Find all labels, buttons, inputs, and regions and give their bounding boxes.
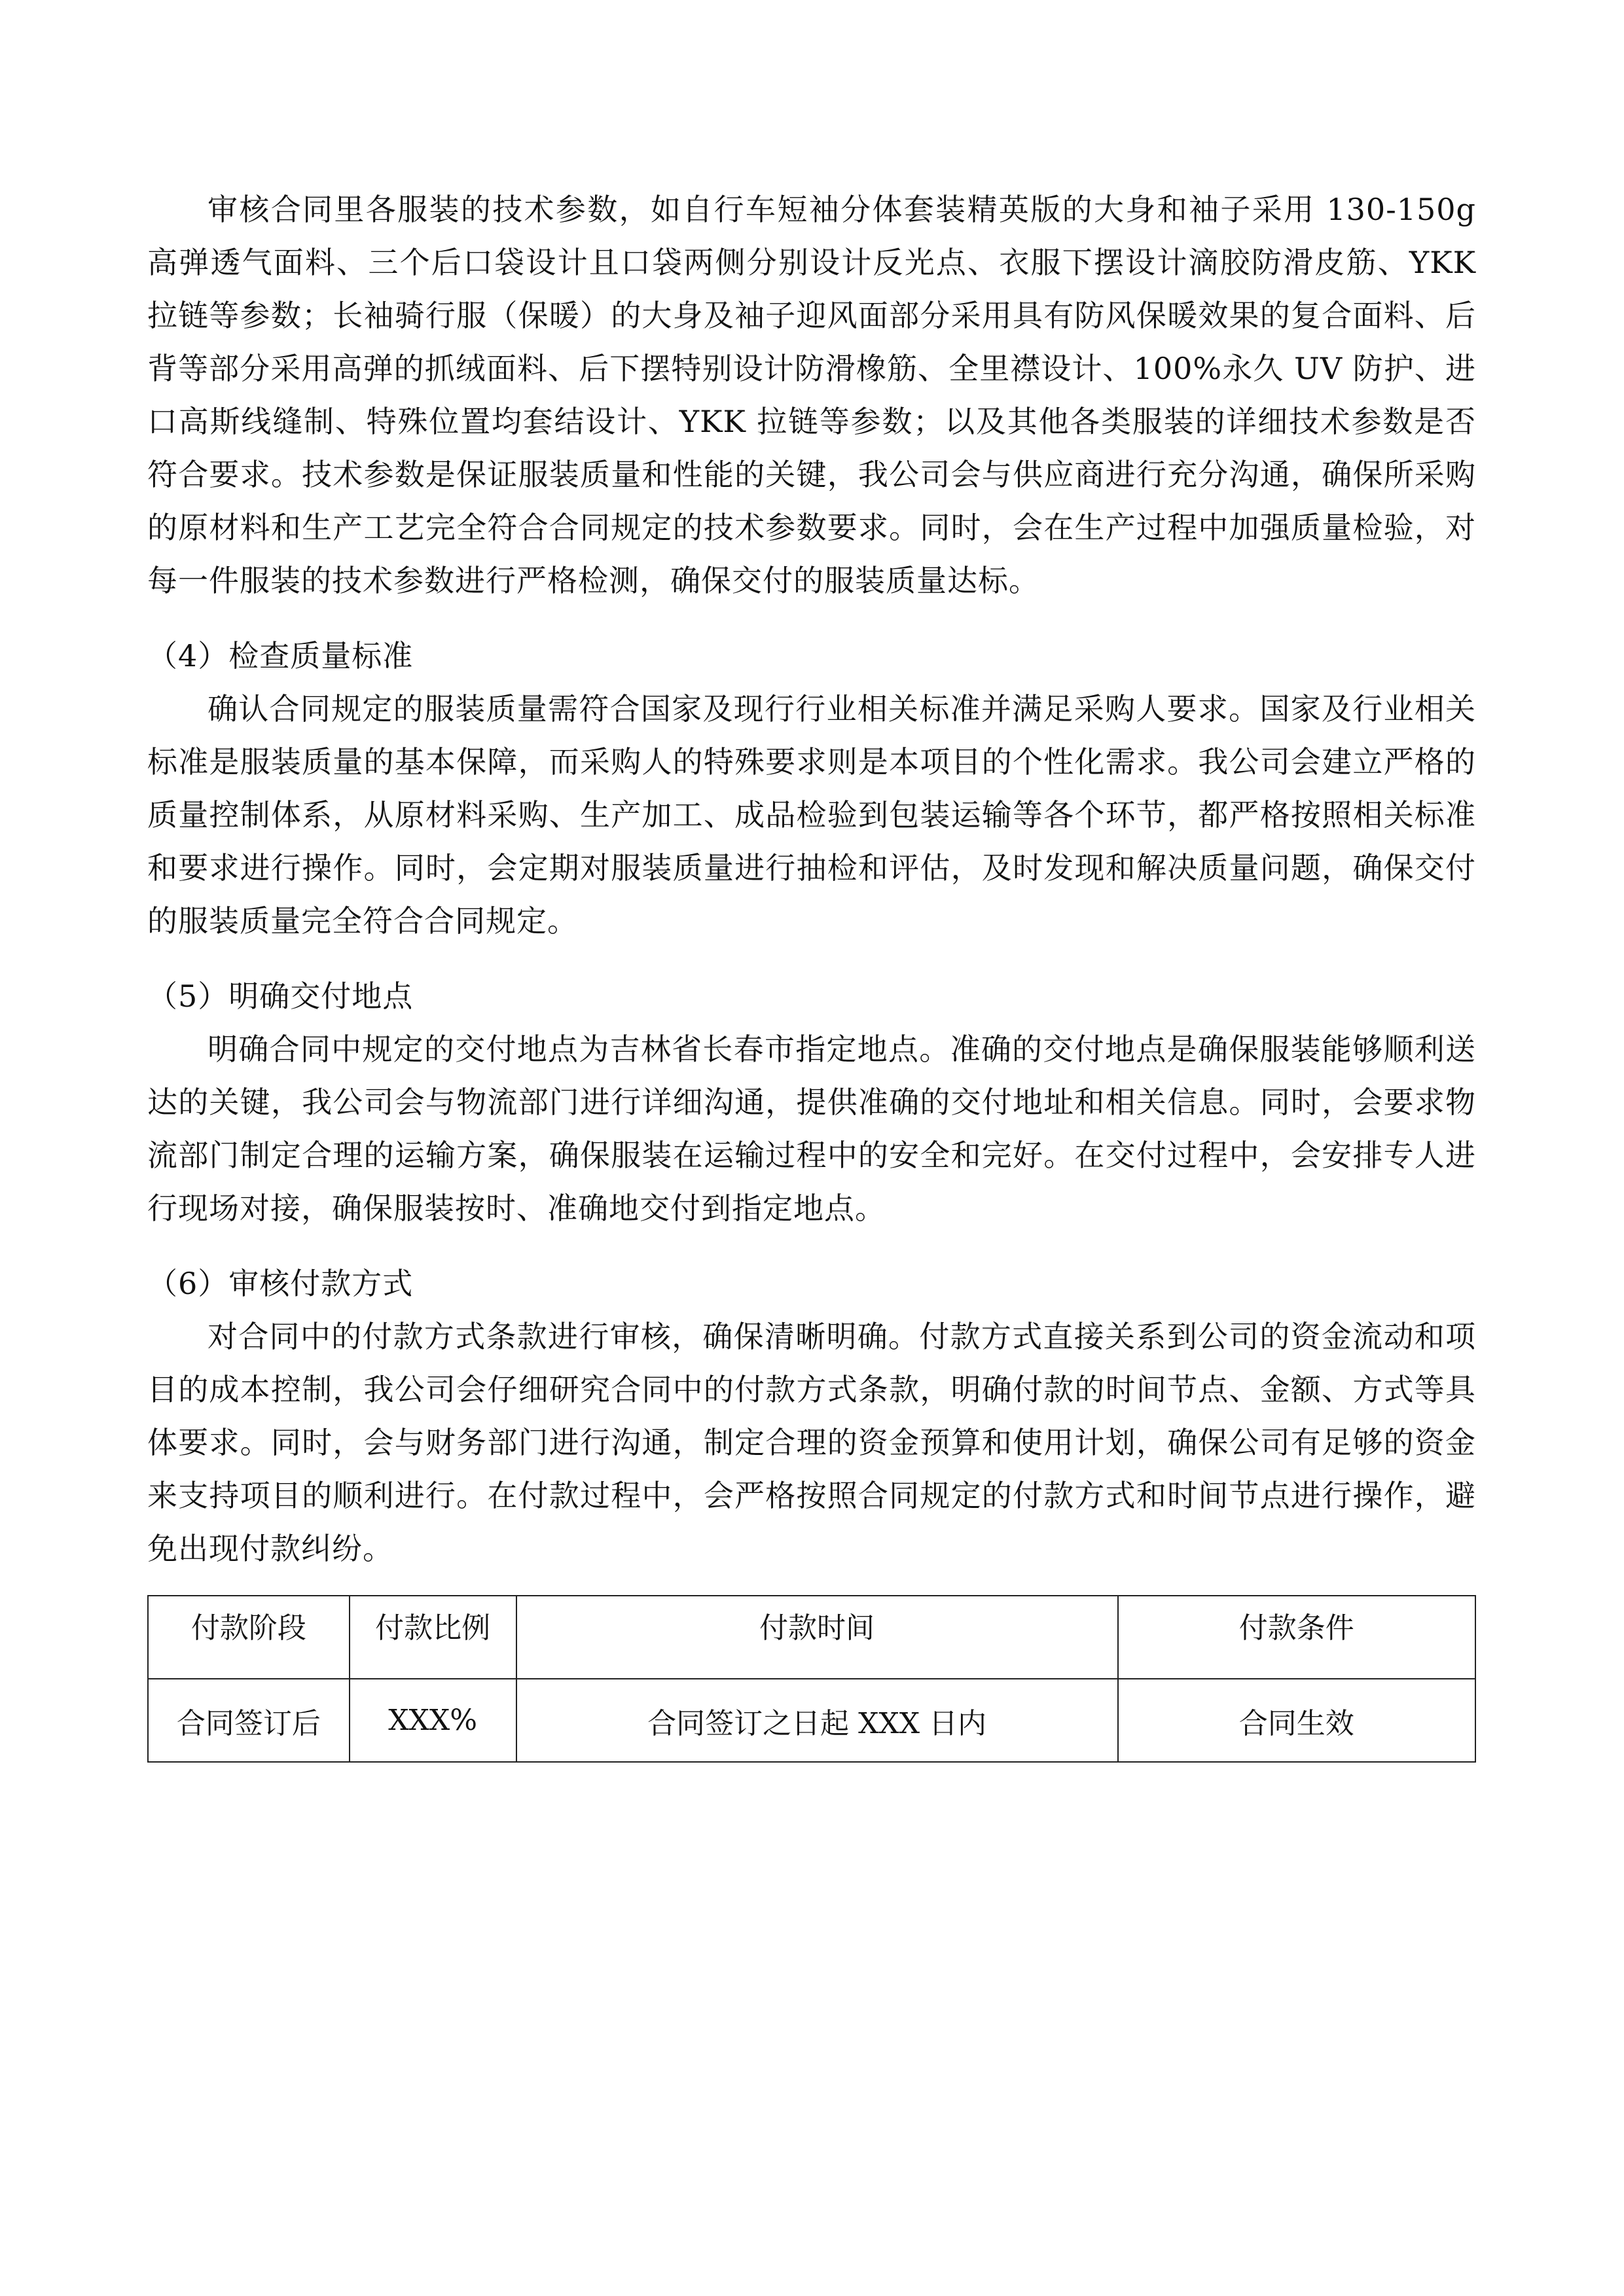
cell-stage: 合同签订后 <box>148 1679 350 1762</box>
document-page <box>147 183 1476 1763</box>
header-cell-stage: 付款阶段 <box>148 1596 350 1679</box>
header-cell-condition: 付款条件 <box>1118 1596 1475 1679</box>
cell-ratio: XXX% <box>350 1679 516 1762</box>
header-cell-time: 付款时间 <box>516 1596 1118 1679</box>
tech-params-paragraph: 审核合同里各服装的技术参数，如自行车短袖分体套装精英版的大身和袖子采用 130-150g 高弹透气面料、三个后口袋设计且口袋两侧分别设计反光点、衣服下摆设计滴胶防滑皮筋、YKK 拉链等参数；长袖骑行服（保暖）的大身及袖子迎风面部分采用具有防风保暖效果的复合面料、后背等部分采用高弹的抓绒面料、后下摆特别设计防滑橡筋、全里襟设计、100%永久 UV 防护、进口高斯线缝制、特殊位置均套结设计、YKK 拉链等参数；以及其他各类服装的详细技术参数是否符合要求。技术参数是保证服装质量和性能的关键，我公司会与供应商进行充分沟通，确保所采购的原材料和生产工艺完全符合合同规定的技术参数要求。同时，会在生产过程中加强质量检验，对每一件服装的技术参数进行严格检测，确保交付的服装质量达标。 <box>147 192 1476 598</box>
header-cell-ratio: 付款比例 <box>350 1596 516 1679</box>
payment-table <box>147 1595 1476 1763</box>
delivery-location-heading: （5）明确交付地点 <box>147 978 414 1014</box>
table-row <box>148 1679 1475 1762</box>
payment-method-heading: （6）审核付款方式 <box>147 1266 414 1301</box>
delivery-location-paragraph: 明确合同中规定的交付地点为吉林省长春市指定地点。准确的交付地点是确保服装能够顺利送达的关键，我公司会与物流部门进行详细沟通，提供准确的交付地址和相关信息。同时，会要求物流部门制定合理的运输方案，确保服装在运输过程中的安全和完好。在交付过程中，会安排专人进行现场对接，确保服装按时、准确地交付到指定地点。 <box>147 1031 1476 1226</box>
payment-table-header-row <box>148 1596 1475 1679</box>
cell-time: 合同签订之日起 XXX 日内 <box>516 1679 1118 1762</box>
quality-standard-paragraph: 确认合同规定的服装质量需符合国家及现行行业相关标准并满足采购人要求。国家及行业相关标准是服装质量的基本保障，而采购人的特殊要求则是本项目的个性化需求。我公司会建立严格的质量控制体系，从原材料采购、生产加工、成品检验到包装运输等各个环节，都严格按照相关标准和要求进行操作。同时，会定期对服装质量进行抽检和评估，及时发现和解决质量问题，确保交付的服装质量完全符合合同规定。 <box>147 691 1476 939</box>
payment-method-paragraph: 对合同中的付款方式条款进行审核，确保清晰明确。付款方式直接关系到公司的资金流动和项目的成本控制，我公司会仔细研究合同中的付款方式条款，明确付款的时间节点、金额、方式等具体要求。同时，会与财务部门进行沟通，制定合理的资金预算和使用计划，确保公司有足够的资金来支持项目的顺利进行。在付款过程中，会严格按照合同规定的付款方式和时间节点进行操作，避免出现付款纠纷。 <box>147 1319 1476 1566</box>
cell-condition: 合同生效 <box>1118 1679 1475 1762</box>
quality-standard-heading: （4）检查质量标准 <box>147 638 414 673</box>
